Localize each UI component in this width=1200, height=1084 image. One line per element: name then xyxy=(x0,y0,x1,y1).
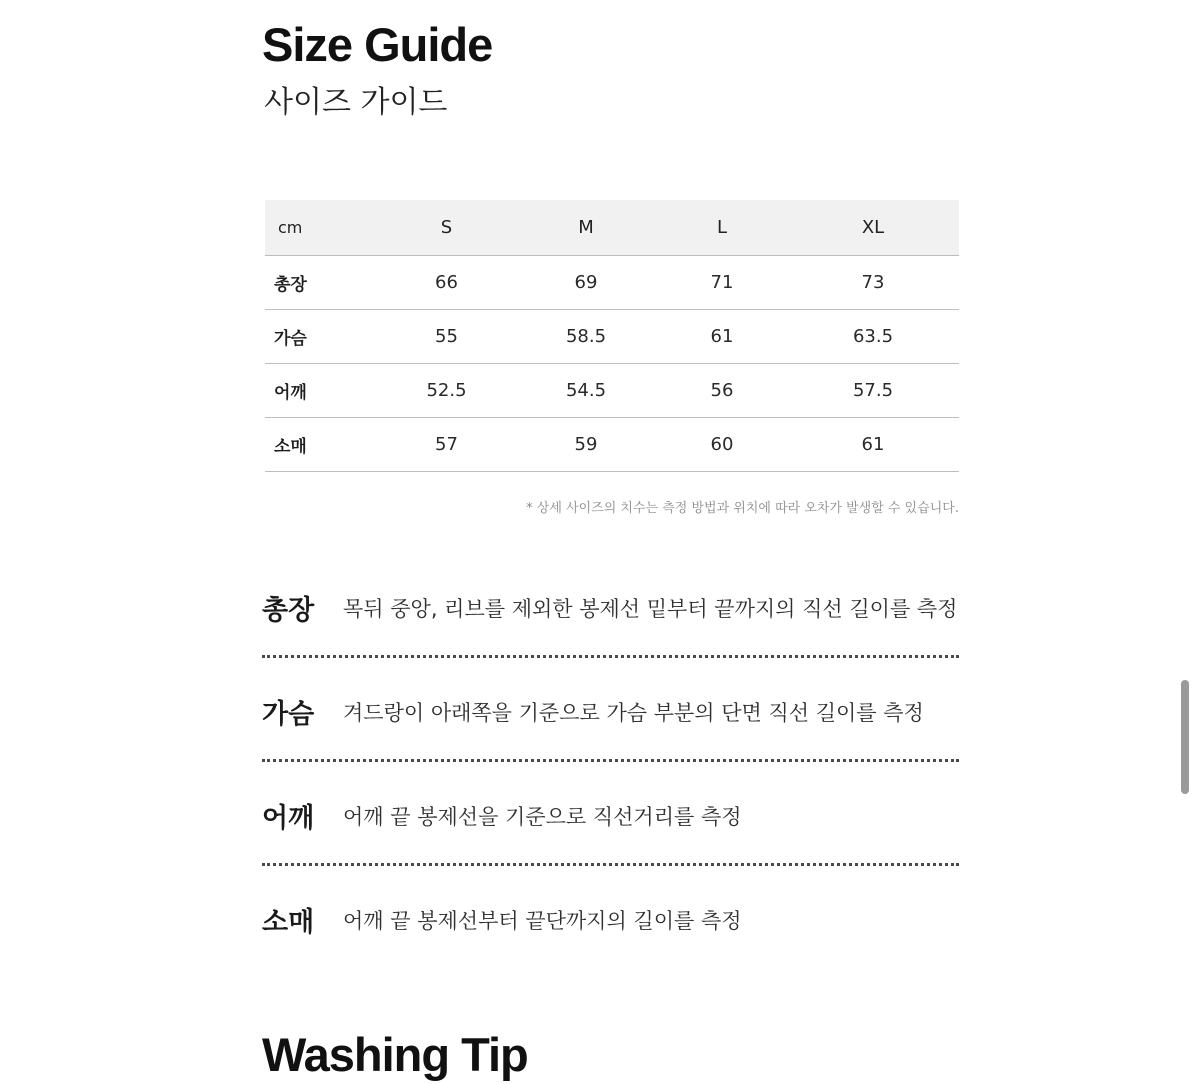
table-cell: 69 xyxy=(574,271,598,293)
row-label: 소매 xyxy=(274,436,307,457)
page-title: Size Guide xyxy=(262,18,493,71)
table-cell: 57 xyxy=(435,433,458,455)
dotted-divider xyxy=(262,863,959,866)
table-cell: 56 xyxy=(710,379,734,401)
table-cell: 61 xyxy=(861,433,885,455)
washing-tip-title: Washing Tip xyxy=(262,1028,528,1081)
measurement-item-length xyxy=(262,560,959,660)
measurement-term: 가슴 xyxy=(262,699,315,730)
page-subtitle: 사이즈 가이드 xyxy=(264,85,448,120)
scrollbar-thumb[interactable] xyxy=(1181,680,1189,794)
table-cell: 58.5 xyxy=(565,325,607,347)
table-cell: 52.5 xyxy=(426,379,467,401)
dotted-divider xyxy=(262,759,959,762)
measurement-description: 목뒤 중앙, 리브를 제외한 봉제선 밑부터 끝까지의 직선 길이를 측정 xyxy=(343,597,958,621)
measurement-term: 총장 xyxy=(262,595,315,626)
size-header-m: M xyxy=(578,216,594,238)
row-label: 총장 xyxy=(274,274,307,295)
table-cell: 54.5 xyxy=(565,379,607,401)
size-header-s: S xyxy=(440,216,453,238)
measurement-note: * 상세 사이즈의 치수는 측정 방법과 위치에 따라 오차가 발생할 수 있습니다. xyxy=(526,501,959,516)
measurement-description: 겨드랑이 아래쪽을 기준으로 가슴 부분의 단면 직선 길이를 측정 xyxy=(343,701,924,725)
row-label: 가슴 xyxy=(274,328,307,349)
measurement-term: 어깨 xyxy=(262,803,315,834)
size-header-xl: XL xyxy=(861,216,885,238)
table-cell: 61 xyxy=(710,325,734,347)
measurement-term: 소매 xyxy=(262,907,315,938)
row-label: 어깨 xyxy=(274,382,307,403)
measurement-description: 어깨 끝 봉제선을 기준으로 직선거리를 측정 xyxy=(343,805,742,829)
table-row xyxy=(265,363,959,417)
measurement-item-sleeve xyxy=(262,872,959,972)
size-header-l: L xyxy=(716,216,728,238)
dotted-divider xyxy=(262,655,959,658)
size-table-header-row xyxy=(265,200,959,255)
table-cell: 55 xyxy=(435,325,458,347)
table-row xyxy=(265,255,959,309)
table-row xyxy=(265,417,959,471)
measurement-item-shoulder xyxy=(262,768,959,868)
measurement-item-chest xyxy=(262,664,959,764)
unit-header: cm xyxy=(278,217,303,237)
table-cell: 57.5 xyxy=(852,379,894,401)
table-cell: 59 xyxy=(574,433,598,455)
table-row xyxy=(265,309,959,363)
table-cell: 73 xyxy=(861,271,885,293)
table-cell: 66 xyxy=(435,271,458,293)
table-cell: 60 xyxy=(710,433,734,455)
table-cell: 71 xyxy=(710,271,734,293)
size-table xyxy=(265,200,959,472)
table-cell: 63.5 xyxy=(852,325,894,347)
measurement-description: 어깨 끝 봉제선부터 끝단까지의 길이를 측정 xyxy=(343,909,742,933)
